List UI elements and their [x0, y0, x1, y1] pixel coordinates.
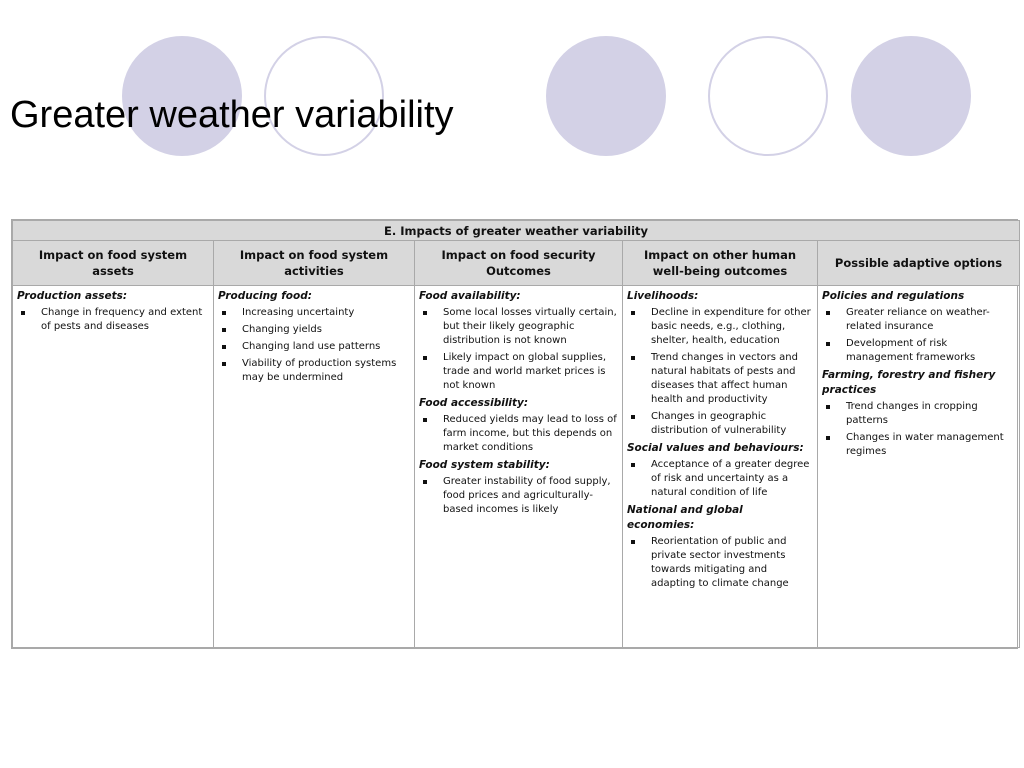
impacts-table	[12, 220, 1020, 648]
bullet-list	[17, 306, 209, 334]
bullet-list	[627, 535, 813, 591]
section-heading: Policies and regulations	[822, 290, 965, 302]
slide-title: Greater weather variability	[10, 94, 454, 136]
list-item: Changes in water management regimes	[822, 431, 1015, 459]
impacts-table-container	[11, 219, 1018, 649]
list-item: Trend changes in vectors and natural habitats of pests and diseases that affect human health and productivity	[627, 351, 813, 407]
section-heading: Food accessibility:	[419, 397, 529, 409]
bullet-list	[419, 475, 618, 517]
bullet-list	[419, 413, 618, 455]
column-header-assets: Impact on food system assets	[13, 241, 214, 286]
list-item: Increasing uncertainty	[218, 306, 410, 320]
list-item: Some local losses virtually certain, but their likely geographic distribution is not known	[419, 306, 618, 348]
list-item: Decline in expenditure for other basic needs, e.g., clothing, shelter, health, education	[627, 306, 813, 348]
list-item: Changing yields	[218, 323, 410, 337]
list-item: Development of risk management frameworks	[822, 337, 1015, 365]
column-header-food-security: Impact on food security Outcomes	[415, 241, 623, 286]
list-item: Reorientation of public and private sector investments towards mitigating and adapting to climate change	[627, 535, 813, 591]
table-title: E. Impacts of greater weather variability	[13, 221, 1020, 241]
section-heading: Livelihoods:	[627, 290, 699, 302]
bullet-list	[627, 306, 813, 438]
section-heading: Food system stability:	[419, 459, 550, 471]
section-heading: National and global economies:	[627, 504, 743, 531]
section-heading: Food availability:	[419, 290, 521, 302]
list-item: Trend changes in cropping patterns	[822, 400, 1015, 428]
section-heading: Producing food:	[218, 290, 312, 302]
bullet-list	[822, 306, 1015, 365]
column-header-activities: Impact on food system activities	[214, 241, 415, 286]
table-cell-assets	[13, 286, 214, 648]
table-cell-well-being	[623, 286, 818, 648]
section-heading: Production assets:	[17, 290, 128, 302]
table-cell-adaptive-options	[818, 286, 1020, 648]
section-heading: Farming, forestry and fishery practices	[822, 369, 996, 396]
decorative-circle-3	[546, 36, 666, 156]
section-heading: Social values and behaviours:	[627, 442, 804, 454]
bullet-list	[218, 306, 410, 385]
list-item: Greater instability of food supply, food prices and agriculturally-based incomes is likely	[419, 475, 618, 517]
list-item: Viability of production systems may be undermined	[218, 357, 410, 385]
bullet-list	[822, 400, 1015, 459]
list-item: Acceptance of a greater degree of risk and uncertainty as a natural condition of life	[627, 458, 813, 500]
bullet-list	[419, 306, 618, 393]
table-row	[13, 286, 1020, 648]
list-item: Changing land use patterns	[218, 340, 410, 354]
list-item: Likely impact on global supplies, trade and world market prices is not known	[419, 351, 618, 393]
list-item: Greater reliance on weather-related insurance	[822, 306, 1015, 334]
column-header-well-being: Impact on other human well-being outcomes	[623, 241, 818, 286]
list-item: Change in frequency and extent of pests and diseases	[17, 306, 209, 334]
decorative-circle-4	[708, 36, 828, 156]
table-cell-food-security	[415, 286, 623, 648]
list-item: Changes in geographic distribution of vulnerability	[627, 410, 813, 438]
bullet-list	[627, 458, 813, 500]
column-header-adaptive-options: Possible adaptive options	[818, 241, 1020, 286]
list-item: Reduced yields may lead to loss of farm income, but this depends on market conditions	[419, 413, 618, 455]
decorative-circle-5	[851, 36, 971, 156]
table-cell-activities	[214, 286, 415, 648]
